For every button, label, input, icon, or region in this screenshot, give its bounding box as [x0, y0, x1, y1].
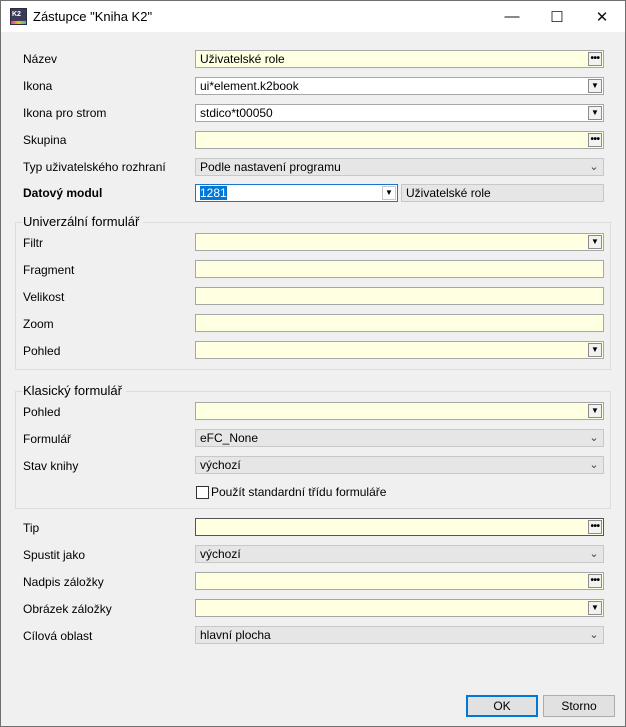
stav-knihy-label: Stav knihy: [23, 459, 79, 473]
tip-field[interactable]: [195, 518, 604, 536]
standard-form-class-checkbox[interactable]: [196, 486, 209, 499]
k2-app-icon: [10, 8, 27, 25]
dropdown-arrow-icon: ▼: [385, 188, 393, 197]
dropdown-arrow-icon: ▼: [591, 81, 599, 90]
datovy-modul-label: Datový modul: [23, 186, 103, 200]
zoom-label: Zoom: [23, 317, 54, 331]
ikona-strom-dropdown-button[interactable]: [588, 106, 602, 120]
classic-pohled-select[interactable]: [195, 402, 604, 420]
window-title: Zástupce "Kniha K2": [33, 9, 153, 24]
classic-pohled-label: Pohled: [23, 405, 61, 419]
chevron-down-icon: ⌄: [589, 161, 599, 173]
ikona-dropdown-button[interactable]: [588, 79, 602, 93]
ikona-label: Ikona: [23, 79, 53, 93]
close-button[interactable]: [579, 1, 625, 32]
chevron-down-icon: ⌄: [589, 432, 599, 444]
nazev-field[interactable]: [195, 50, 604, 68]
chevron-down-icon: ⌄: [589, 459, 599, 471]
nazev-ellipsis-button[interactable]: [588, 52, 602, 66]
stav-knihy-select[interactable]: [195, 456, 604, 474]
cancel-button[interactable]: Storno: [543, 695, 615, 717]
pohled-select[interactable]: [195, 341, 604, 359]
spustit-jako-select[interactable]: [195, 545, 604, 563]
velikost-label: Velikost: [23, 290, 65, 304]
datovy-modul-description: [401, 184, 604, 202]
tip-ellipsis-button[interactable]: [588, 520, 602, 534]
nazev-value: Uživatelské role: [200, 52, 285, 66]
classic-pohled-dropdown-button[interactable]: [588, 404, 602, 418]
dropdown-arrow-icon: ▼: [591, 237, 599, 246]
ellipsis-icon: •••: [590, 134, 600, 145]
pohled-label: Pohled: [23, 344, 61, 358]
cilova-oblast-value: hlavní plocha: [200, 628, 271, 642]
ikona-strom-value: stdico*t00050: [200, 106, 273, 120]
nazev-label: Název: [23, 52, 58, 66]
datovy-modul-value: 1281: [200, 186, 227, 200]
pohled-dropdown-button[interactable]: [588, 343, 602, 357]
dropdown-arrow-icon: ▼: [591, 603, 599, 612]
tip-label: Tip: [23, 521, 40, 535]
minimize-icon: —: [504, 8, 520, 25]
velikost-field[interactable]: [195, 287, 604, 305]
nadpis-zalozky-field[interactable]: [195, 572, 604, 590]
classic-form-title: Klasický formulář: [23, 383, 126, 398]
chevron-down-icon: ⌄: [589, 629, 599, 641]
maximize-icon: ☐: [550, 8, 564, 26]
maximize-button[interactable]: [534, 1, 580, 32]
cilova-oblast-select[interactable]: [195, 626, 604, 644]
universal-form-title: Univerzální formulář: [23, 214, 143, 229]
ikona-strom-label: Ikona pro strom: [23, 106, 107, 120]
ellipsis-icon: •••: [590, 521, 600, 532]
app-icon-text: K2: [12, 11, 21, 18]
nadpis-zalozky-label: Nadpis záložky: [23, 575, 104, 589]
filtr-label: Filtr: [23, 236, 43, 250]
obrazek-zalozky-select[interactable]: [195, 599, 604, 617]
skupina-label: Skupina: [23, 133, 67, 147]
cilova-oblast-label: Cílová oblast: [23, 629, 93, 643]
formular-select[interactable]: [195, 429, 604, 447]
title-bar[interactable]: [1, 1, 625, 32]
datovy-modul-dropdown-button[interactable]: [382, 186, 396, 200]
minimize-button[interactable]: [489, 1, 535, 32]
ikona-strom-select[interactable]: [195, 104, 604, 122]
close-icon: ✕: [595, 8, 609, 26]
ikona-value: ui*element.k2book: [200, 79, 299, 93]
datovy-modul-select[interactable]: [195, 184, 398, 202]
stav-knihy-value: výchozí: [200, 458, 241, 472]
chevron-down-icon: ⌄: [589, 548, 599, 560]
dropdown-arrow-icon: ▼: [591, 406, 599, 415]
datovy-modul-description-text: Uživatelské role: [406, 186, 491, 200]
ellipsis-icon: •••: [590, 53, 600, 64]
nadpis-zalozky-ellipsis-button[interactable]: [588, 574, 602, 588]
typ-rozhrani-value: Podle nastavení programu: [200, 160, 341, 174]
spustit-jako-value: výchozí: [200, 547, 241, 561]
skupina-field[interactable]: [195, 131, 604, 149]
fragment-field[interactable]: [195, 260, 604, 278]
formular-label: Formulář: [23, 432, 72, 446]
ok-button[interactable]: OK: [466, 695, 538, 717]
standard-form-class-label: Použít standardní třídu formuláře: [211, 485, 387, 499]
ellipsis-icon: •••: [590, 575, 600, 586]
dropdown-arrow-icon: ▼: [591, 108, 599, 117]
spustit-jako-label: Spustit jako: [23, 548, 86, 562]
typ-rozhrani-select[interactable]: [195, 158, 604, 176]
formular-value: eFC_None: [200, 431, 259, 445]
dropdown-arrow-icon: ▼: [591, 345, 599, 354]
obrazek-zalozky-dropdown-button[interactable]: [588, 601, 602, 615]
ikona-select[interactable]: [195, 77, 604, 95]
filtr-select[interactable]: [195, 233, 604, 251]
filtr-dropdown-button[interactable]: [588, 235, 602, 249]
fragment-label: Fragment: [23, 263, 75, 277]
zoom-field[interactable]: [195, 314, 604, 332]
skupina-ellipsis-button[interactable]: [588, 133, 602, 147]
typ-rozhrani-label: Typ uživatelského rozhraní: [23, 160, 166, 174]
obrazek-zalozky-label: Obrázek záložky: [23, 602, 112, 616]
